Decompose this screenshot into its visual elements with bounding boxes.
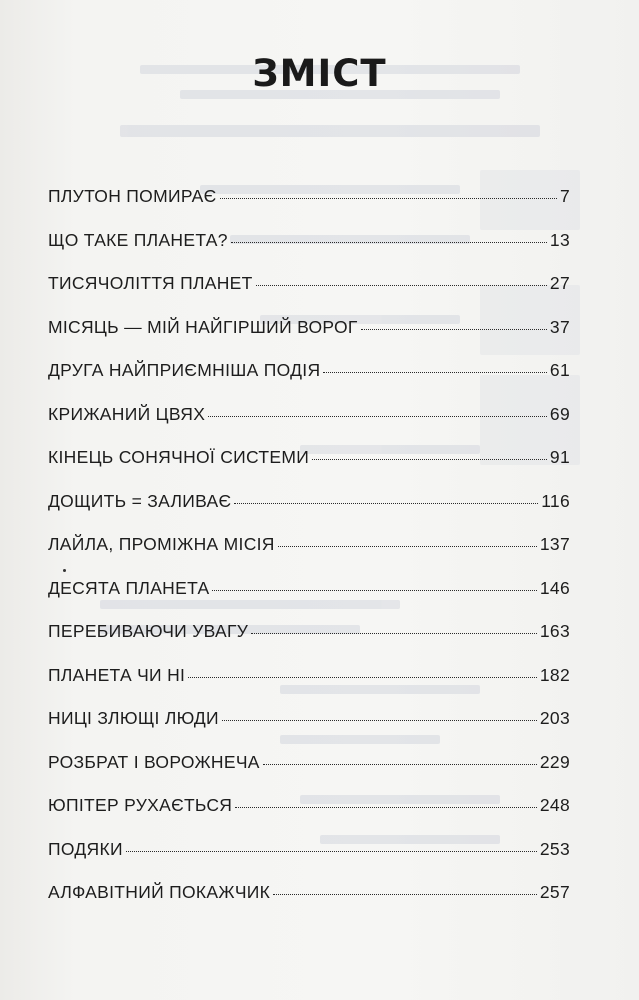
toc-entry-title: ПЕРЕБИВАЮЧИ УВАГУ (48, 621, 249, 641)
toc-dot-leader (273, 894, 537, 895)
toc-entry-page-number: 229 (539, 751, 570, 772)
page-title: ЗМІСТ (252, 52, 387, 95)
toc-dot-leader (222, 720, 537, 721)
toc-entry-title: ПОДЯКИ (48, 838, 123, 859)
toc-entry-page-number: 146 (539, 577, 570, 598)
toc-entry[interactable] (48, 273, 570, 317)
toc-entry-title: КІНЕЦЬ СОНЯЧНОЇ СИСТЕМИ (48, 447, 310, 467)
toc-dot-leader (231, 242, 547, 243)
toc-dot-leader (234, 503, 538, 504)
toc-dot-leader (312, 459, 547, 460)
toc-dot-leader (126, 851, 537, 852)
toc-entry[interactable] (48, 621, 570, 665)
toc-entry-page-number: 13 (549, 229, 570, 250)
toc-dot-leader (256, 285, 547, 286)
toc-entry-title: МІСЯЦЬ — МІЙ НАЙГІРШИЙ ВОРОГ (48, 316, 358, 337)
toc-entry-page-number: 37 (549, 316, 570, 337)
toc-entry-page-number: 253 (539, 838, 570, 859)
toc-dot-leader (212, 590, 536, 591)
toc-entry[interactable] (48, 839, 570, 883)
toc-entry-title: ТИСЯЧОЛІТТЯ ПЛАНЕТ (48, 273, 253, 293)
toc-dot-leader (188, 677, 537, 678)
toc-entry[interactable] (48, 491, 570, 535)
toc-entry-page-number: 61 (549, 360, 570, 380)
toc-entry-page-number: 257 (539, 882, 570, 902)
toc-entry[interactable] (48, 186, 570, 230)
toc-entry-page-number: 182 (539, 664, 570, 685)
toc-dot-leader (278, 546, 537, 547)
toc-dot-leader (361, 329, 547, 330)
toc-entry[interactable] (48, 882, 570, 926)
toc-entry[interactable] (48, 447, 570, 491)
toc-entry-page-number: 248 (539, 795, 570, 815)
toc-entry-page-number: 7 (559, 186, 570, 206)
toc-entry[interactable] (48, 317, 570, 361)
toc-entry-title: КРИЖАНИЙ ЦВЯХ (48, 403, 206, 424)
toc-entry-page-number: 91 (549, 447, 570, 467)
toc-entry[interactable] (48, 708, 570, 752)
toc-entry[interactable] (48, 795, 570, 839)
toc-entry-title: ПЛУТОН ПОМИРАЄ (48, 186, 217, 206)
toc-entry-title: ЛАЙЛА, ПРОМІЖНА МІСІЯ (48, 534, 275, 554)
toc-dot-leader (208, 416, 547, 417)
toc-entry[interactable] (48, 360, 570, 404)
toc-entry-page-number: 116 (541, 490, 570, 511)
toc-entry-title: ЩО ТАКЕ ПЛАНЕТА? (48, 229, 228, 250)
toc-dot-leader (251, 633, 537, 634)
toc-entry-page-number: 137 (539, 534, 570, 554)
toc-entry[interactable] (48, 230, 570, 274)
toc-entry-page-number: 203 (539, 708, 570, 728)
toc-entry[interactable] (48, 534, 570, 578)
toc-entry-title: ЮПІТЕР РУХАЄТЬСЯ (48, 795, 233, 815)
toc-dot-leader (323, 372, 547, 373)
toc-entry[interactable] (48, 752, 570, 796)
toc-entry[interactable] (48, 665, 570, 709)
table-of-contents (48, 186, 570, 926)
toc-entry[interactable] (48, 404, 570, 448)
toc-entry-title: НИЦІ ЗЛЮЩІ ЛЮДИ (48, 708, 219, 728)
toc-entry-page-number: 69 (549, 403, 570, 424)
toc-dot-leader (235, 807, 537, 808)
toc-dot-leader (263, 764, 537, 765)
print-speck (63, 569, 66, 572)
toc-dot-leader (220, 198, 557, 199)
toc-entry-page-number: 163 (539, 621, 570, 641)
toc-entry[interactable] (48, 578, 570, 622)
toc-entry-title: РОЗБРАТ І ВОРОЖНЕЧА (48, 751, 260, 772)
toc-entry-title: ДЕСЯТА ПЛАНЕТА (48, 577, 210, 598)
toc-entry-title: АЛФАВІТНИЙ ПОКАЖЧИК (48, 882, 271, 902)
toc-entry-page-number: 27 (549, 273, 570, 293)
toc-entry-title: ПЛАНЕТА ЧИ НІ (48, 664, 186, 685)
toc-entry-title: ДОЩИТЬ = ЗАЛИВАЄ (48, 490, 232, 511)
toc-entry-title: ДРУГА НАЙПРИЄМНІША ПОДІЯ (48, 360, 321, 380)
